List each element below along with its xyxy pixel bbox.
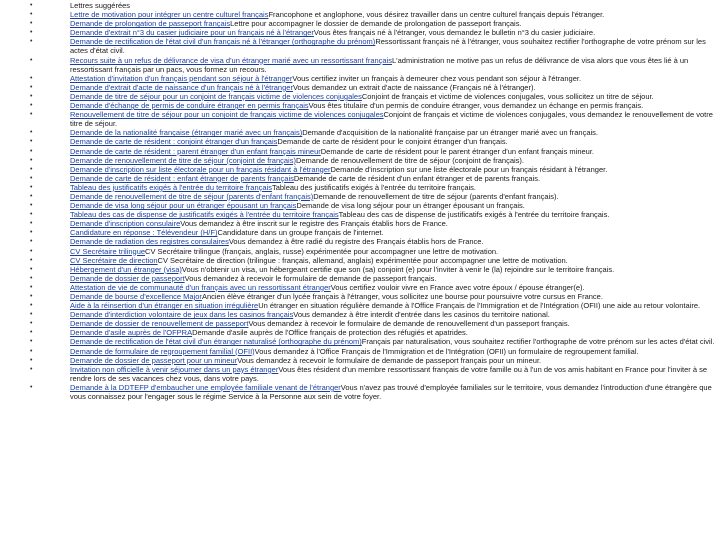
letter-link[interactable]: Tableau des cas de dispense de justificatifs exigés à l'entrée du territoire français [70, 210, 339, 220]
letter-link[interactable]: Demande de radiation des registres consulaires [70, 237, 229, 247]
section-title: Lettres suggérées [70, 1, 131, 10]
letter-link[interactable]: Demande d'échange de permis de conduire étranger en permis français [70, 101, 309, 111]
letter-link[interactable]: Recours suite à un refus de délivrance de visa d'un étranger marié avec un ressortissant français [70, 55, 393, 65]
list-item [30, 292, 718, 301]
letter-description: Vous demandez à l'Office Français de l'Immigration et de l'Intégration (OFII) un formulaire de regroupement familial. [254, 346, 639, 356]
list-item [30, 174, 718, 183]
list-item [30, 265, 718, 274]
letter-link[interactable]: Demande de carte de résident : enfant étranger de parents français [70, 173, 294, 183]
list-item [30, 56, 718, 74]
list-item [30, 156, 718, 165]
letter-description: Demande de renouvellement de titre de séjour (parents d'enfant français). [313, 191, 559, 201]
letter-description: Vous n'obtenir un visa, un hébergeant certifie que son (sa) conjoint (e) pour l'inviter à venir le (la) rejoindre sur le territoire français. [181, 264, 615, 274]
list-item [30, 328, 718, 337]
letter-description: CV Secrétaire de direction (trilingue : français, allemand, anglais) expérimentée pour accompagner une lettre de motivation. [157, 255, 568, 265]
list-item [30, 310, 718, 319]
list-item [30, 347, 718, 356]
list-item [30, 337, 718, 346]
letter-link[interactable]: Demande de renouvellement de titre de séjour (parents d'enfant français) [70, 191, 314, 201]
letter-link[interactable]: Aide à la réinsertion d'un étranger en situation irrégulière [70, 301, 259, 311]
letter-link[interactable]: Hébergement d'un étranger (visa) [70, 264, 182, 274]
list-item [30, 274, 718, 283]
letter-link[interactable]: Demande de carte de résident : conjoint étranger d'un français [70, 137, 278, 147]
list-item [30, 283, 718, 292]
letter-description: Vous êtes français né à l'étranger, vous demandez le bulletin n°3 du casier judiciaire. [313, 28, 596, 38]
letter-description: Ancien élève étranger d'un lycée français à l'étranger, vous sollicitez une bourse pour poursuivre votre cursus en France. [201, 292, 603, 301]
list-item [30, 192, 718, 201]
letter-link[interactable]: Renouvellement de titre de séjour pour un conjoint de français victime de violences conjugales [70, 110, 384, 120]
letter-link[interactable]: CV Secrétaire de direction [70, 255, 158, 265]
list-item [30, 319, 718, 328]
letter-description: Vous demandez à être interdit d'entrée dans les casinos du territoire national. [293, 310, 550, 320]
list-item [30, 219, 718, 228]
letter-description: Vous n'avez pas trouvé d'employée familiales sur le territoire, vous demandez l'introduction d'une étrangère que vous connaissez pour l'engager sous le régime Service à la Personne aux sein de votre foyer. [70, 382, 712, 402]
letter-link[interactable]: Demande d'interdiction volontaire de jeux dans les casinos français [70, 310, 294, 320]
letter-description: Vous êtes résident d'un membre ressortissant français de votre famille ou à l'un de vos amis habitant en France pour l'inviter à se rendre lors de ses vacances chez vous, dans votre pays. [70, 364, 708, 383]
list-item [30, 183, 718, 192]
letter-description: Ressortissant français né à l'étranger, vous souhaitez rectifier l'orthographe de votre prénom sur les actes d'état civil. [70, 37, 706, 56]
letter-link[interactable]: Demande de titre de séjour pour un conjoint de français victime de violences conjugales [70, 91, 362, 101]
list-item [30, 92, 718, 101]
list-item [30, 356, 718, 365]
list-item [30, 301, 718, 310]
letter-link[interactable]: Demande de visa long séjour pour un étranger épousant un français [70, 201, 297, 211]
letter-description: Vous demandez à être radié du registre des Français établis hors de France. [228, 237, 484, 247]
list-item [30, 10, 718, 19]
letter-description: Demande de carte de résident pour le parent étranger d'un enfant français mineur. [320, 146, 595, 156]
letter-link[interactable]: Demande d'inscription sur liste électorale pour un français résidant à l'étranger [70, 164, 331, 174]
list-item [30, 210, 718, 219]
letter-description: Demande d'asile auprès de l'Office français de protection des réfugiés et apatrides. [192, 328, 468, 338]
letter-link[interactable]: Demande de rectification de l'état civil d'un étranger naturalisé (orthographe du prénom) [70, 337, 362, 347]
list-item [30, 37, 718, 55]
list-item [30, 237, 718, 246]
letter-link[interactable]: Demande de rectification de l'état civil d'un français né à l'étranger (orthographe du prénom) [70, 37, 376, 47]
list-item [30, 28, 718, 37]
list-item [30, 110, 718, 128]
letter-description: Vous demandez un extrait d'acte de naissance (Français né à l'étranger). [292, 82, 536, 92]
letter-link[interactable]: CV Secrétaire trilingue [70, 246, 146, 256]
list-heading [30, 1, 718, 10]
letter-description: Tableau des justificatifs exigés à l'entrée du territoire français. [271, 182, 476, 192]
letter-link[interactable]: Demande de formulaire de regroupement familial (OFII) [70, 346, 255, 356]
letter-description: Un étranger en situation régulière demande à l'Office Français de l'Immigration et de l'Intégration (OFII) une aide au retour volontaire. [258, 301, 701, 311]
list-item [30, 165, 718, 174]
letter-link[interactable]: Demande de dossier de renouvellement de passeport [70, 319, 249, 329]
letter-description: Conjoint de français et victime de violences conjugales, vous sollicitez un titre de séjour. [361, 91, 654, 101]
letter-description: Vous demandez à recevoir le formulaire de demande de passeport français. [184, 273, 437, 283]
letter-description: L'administration ne motive pas un refus de délivrance de visa alors que vous êtes lié à un ressortissant français par un pacs, vous formez un recours. [70, 55, 689, 74]
list-item [30, 137, 718, 146]
letter-description: Demande d'acquisition de la nationalité française par un étranger marié avec un français. [302, 128, 598, 138]
letter-description: Candidature dans un groupe français de l'internet. [217, 228, 384, 238]
letter-link[interactable]: Demande d'extrait n°3 du casier judiciaire pour un français né à l'étranger [70, 28, 314, 38]
list-item [30, 228, 718, 237]
list-item [30, 201, 718, 210]
list-item [30, 365, 718, 383]
letter-description: Vous certifiez inviter un français à demeurer chez vous pendant son séjour à l'étranger. [292, 73, 582, 83]
letter-link[interactable]: Demande d'inscription consulaire [70, 219, 181, 229]
list-item [30, 256, 718, 265]
letter-description: CV Secrétaire trilingue (français, anglais, russe) expérimentée pour accompagner une lettre de motivation. [145, 246, 499, 256]
letter-link[interactable]: Demande de la nationalité française (étranger marié avec un français) [70, 128, 303, 138]
letter-link[interactable]: Invitation non officielle à venir séjourner dans un pays étranger [70, 364, 279, 374]
letter-link[interactable]: Demande de renouvellement de titre de séjour (conjoint de français) [70, 155, 296, 165]
letter-link[interactable]: Demande de dossier de passeport [70, 273, 185, 283]
letter-description: Lettre pour accompagner le dossier de demande de prolongation de passeport français. [230, 19, 522, 29]
letter-description: Vous certifiez vouloir vivre en France avec votre époux / épouse étranger(e). [330, 282, 585, 292]
suggested-letters-list [30, 1, 718, 401]
list-item [30, 147, 718, 156]
letter-description: Français par naturalisation, vous souhaitez rectifier l'orthographe de votre prénom sur les actes d'état civil. [361, 337, 715, 347]
letter-link[interactable]: Attestation d'invitation d'un français pendant son séjour à l'étranger [70, 73, 293, 83]
list-item [30, 74, 718, 83]
letter-description: Demande de carte de résident pour le conjoint étranger d'un français. [277, 137, 508, 147]
letter-description: Demande de carte de résident d'un enfant étranger et de parents français. [293, 173, 541, 183]
list-item [30, 128, 718, 137]
letter-link[interactable]: Demande à la DDTEFP d'embaucher une employée familiale venant de l'étranger [70, 382, 341, 392]
letter-description: Conjoint de français et victime de violences conjugales, vous demandez le renouvellement de votre titre de séjour. [70, 110, 713, 129]
letter-link[interactable]: Attestation de vie de communauté d'un français avec un ressortissant étranger [70, 282, 331, 292]
letter-description: Vous êtes titulaire d'un permis de conduire étranger, vous demandez un échange en permis français. [308, 101, 644, 111]
letter-description: Francophone et anglophone, vous désirez travailler dans un centre culturel français depuis l'étranger. [268, 10, 605, 20]
list-item [30, 83, 718, 92]
list-item [30, 383, 718, 401]
letter-description: Demande d'inscription sur une liste électorale pour un français résidant à l'étranger. [330, 164, 608, 174]
list-item [30, 247, 718, 256]
letter-link[interactable]: Lettre de motivation pour intégrer un centre culturel français [70, 10, 269, 20]
letter-link[interactable]: Demande de bourse d'excellence Major [70, 292, 202, 301]
letter-description: Demande de visa long séjour pour un étranger épousant un français. [296, 201, 525, 211]
letter-description: Vous demandez à recevoir le formulaire de demande de passeport français pour un mineur. [237, 355, 542, 365]
letter-description: Demande de renouvellement de titre de séjour (conjoint de français). [295, 155, 525, 165]
letter-link[interactable]: Demande de dossier de passeport pour un mineur [70, 355, 238, 365]
letter-description: Tableau des cas de dispense de justificatifs exigés à l'entrée du territoire français. [338, 210, 610, 220]
letter-link[interactable]: Demande de prolongation de passeport français [70, 19, 231, 29]
letter-link[interactable]: Demande d'asile auprès de l'OFPRA [70, 328, 193, 338]
letter-link[interactable]: Demande de carte de résident : parent étranger d'un enfant français mineur [70, 146, 321, 156]
letter-description: Vous demandez à être inscrit sur le registre des Français établis hors de France. [180, 219, 448, 229]
letter-link[interactable]: Demande d'extrait d'acte de naissance d'un français né à l'étranger [70, 82, 293, 92]
letter-link[interactable]: Tableau des justificatifs exigés à l'entrée du territoire français [70, 182, 272, 192]
list-item [30, 101, 718, 110]
list-item [30, 19, 718, 28]
letter-description: Vous demandez à recevoir le formulaire de demande de renouvellement d'un passeport français. [248, 319, 570, 329]
letter-link[interactable]: Candidature en réponse : Télévendeur (H/F) [70, 228, 218, 238]
